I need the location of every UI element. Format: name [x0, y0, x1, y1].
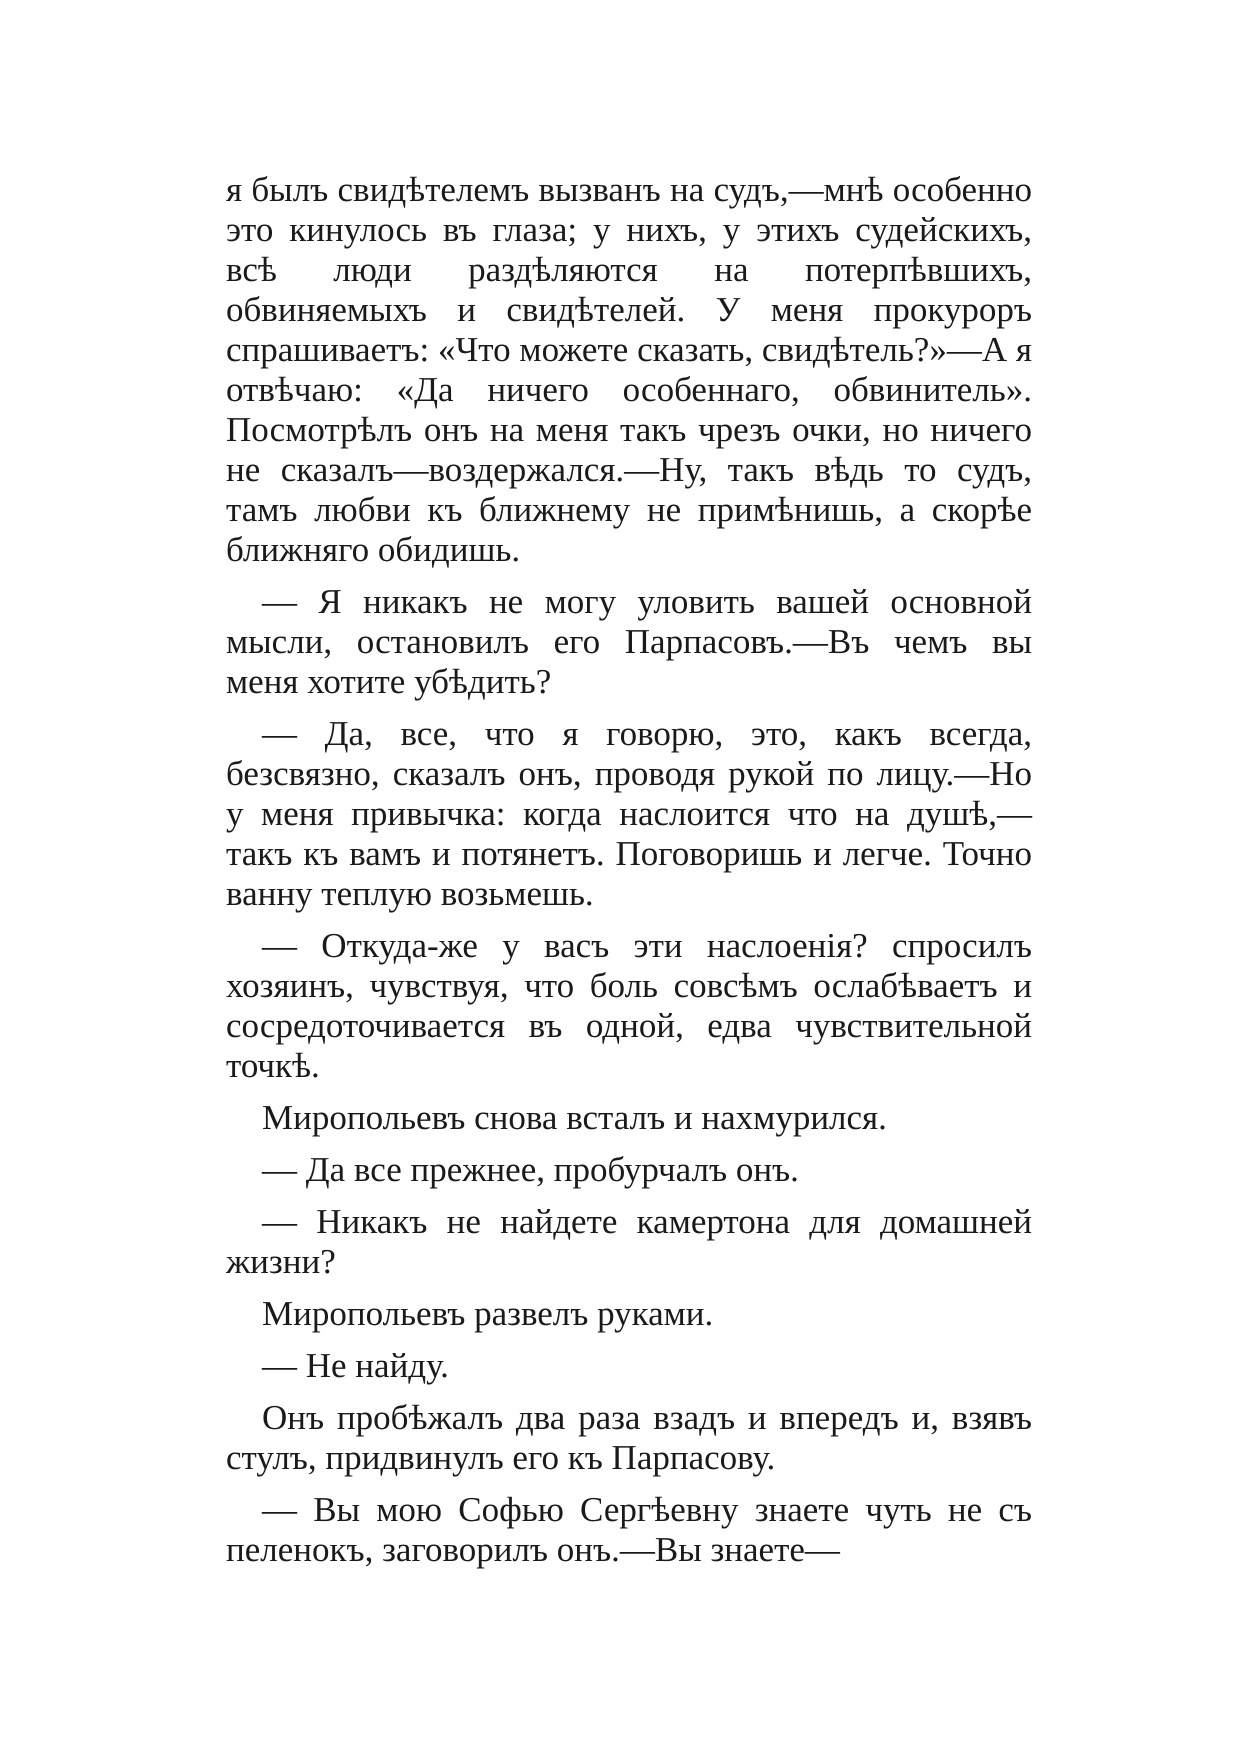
- paragraph-sofya-sergeevna: — Вы мою Софью Сергѣевну знаете чуть не съ пеленокъ, заговорилъ онъ.—Вы знаете—: [226, 1490, 1032, 1569]
- paragraph-habit-reply: — Да, все, что я говорю, это, какъ всегда, безсвязно, сказалъ онъ, проводя рукой по лицу.—Но у меня привычка: когда наслоится что на душѣ,—такъ къ вамъ и потянетъ. Поговоришь и легче. Точно ванну теплую возьмешь.: [226, 714, 1032, 913]
- paragraph-all-old: — Да все прежнее, пробурчалъ онъ.: [262, 1150, 799, 1189]
- book-page-text: [226, 170, 1032, 1582]
- paragraph-wont-find: — Не найду.: [262, 1346, 449, 1385]
- paragraph-spread-hands: Миропольевъ развелъ руками.: [262, 1294, 714, 1333]
- paragraph-chair-moved: Онъ пробѣжалъ два раза взадъ и впередъ и, взявъ стулъ, придвинулъ его къ Парпасову.: [226, 1398, 1032, 1477]
- paragraph-tuning-fork: — Никакъ не найдете камертона для домашней жизни?: [226, 1202, 1032, 1281]
- paragraph-parpasov-question: — Я никакъ не могу уловить вашей основной мысли, остановилъ его Парпасовъ.—Въ чемъ вы меня хотите убѣдить?: [226, 582, 1032, 701]
- paragraph-miropolyev-stands: Миропольевъ снова всталъ и нахмурился.: [262, 1098, 887, 1137]
- paragraph-host-asks: — Откуда-же у васъ эти наслоенія? спросилъ хозяинъ, чувствуя, что боль совсѣмъ ослабѣваетъ и сосредоточивается въ одной, едва чувствительной точкѣ.: [226, 926, 1032, 1085]
- paragraph-court-witness: я былъ свидѣтелемъ вызванъ на судъ,—мнѣ особенно это кинулось въ глаза; у нихъ, у этихъ судейскихъ, всѣ люди раздѣляются на потерпѣвшихъ, обвиняемыхъ и свидѣтелей. У меня прокуроръ спрашиваетъ: «Что можете сказать, свидѣтель?»—А я отвѣчаю: «Да ничего особеннаго, обвинитель». Посмотрѣлъ онъ на меня такъ чрезъ очки, но ничего не сказалъ—воздержался.—Ну, такъ вѣдь то судъ, тамъ любви къ ближнему не примѣнишь, а скорѣе ближняго обидишь.: [226, 170, 1032, 569]
